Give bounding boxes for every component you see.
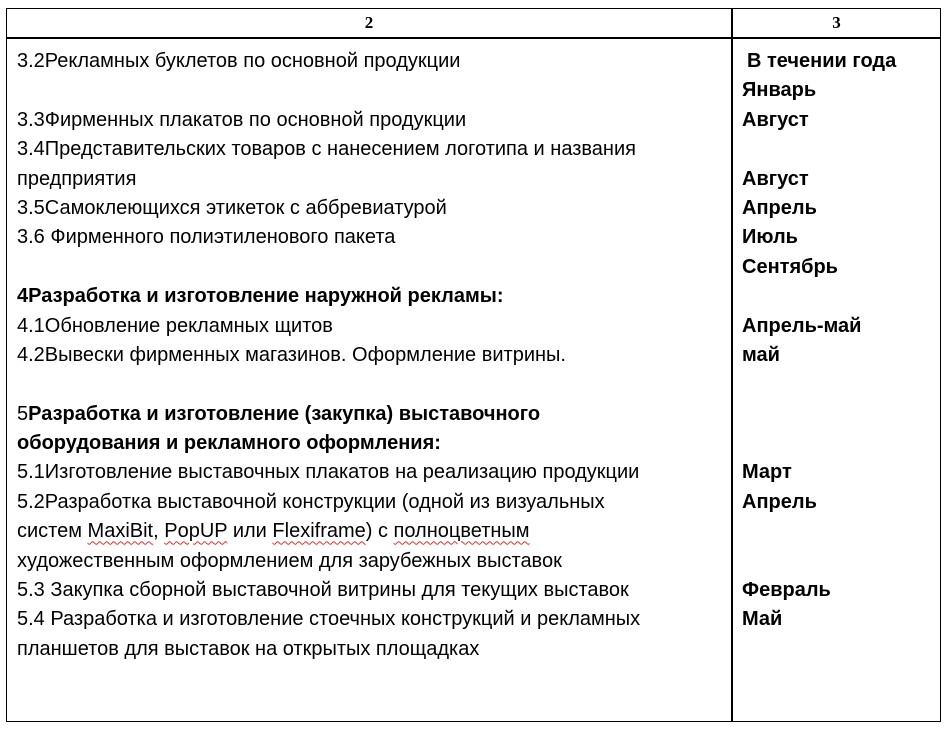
section-4-heading: 4Разработка и изготовление наружной рекламы: — [17, 285, 504, 308]
row-3-4: 3.4Представительских товаров с нанесением логотипа и названия — [17, 138, 636, 161]
misspelled-word: PopUP — [164, 520, 228, 543]
date-5-3: Февраль — [742, 579, 831, 602]
row-3-6: 3.6 Фирменного полиэтиленового пакета — [17, 226, 396, 249]
row-3-4-cont: предприятия — [17, 167, 137, 190]
blank-line — [742, 547, 896, 576]
column-divider — [731, 9, 733, 721]
row-5-4-cont: планшетов для выставок на открытых площадках — [17, 637, 480, 660]
blank-line — [742, 135, 896, 164]
date-3-4: Август — [742, 167, 809, 190]
row-5-2: 5.2Разработка выставочной конструкции (одной из визуальных — [17, 490, 605, 513]
blank-line — [17, 370, 640, 399]
row-5-1: 5.1Изготовление выставочных плакатов на реализацию продукции — [17, 461, 640, 484]
row-5-2-cont2: художественным оформлением для зарубежных выставок — [17, 549, 562, 572]
date-5-1: Март — [742, 461, 792, 484]
header-divider — [7, 37, 940, 39]
blank-line — [742, 400, 896, 429]
date-4-1: Апрель-май — [742, 314, 862, 337]
misspelled-word: Flexiframe — [272, 520, 366, 543]
row-3-2: 3.2Рекламных буклетов по основной продукции — [17, 50, 461, 72]
header-col-2: 2 — [364, 13, 374, 32]
date-3-5: Апрель — [742, 196, 817, 219]
schedule-table — [6, 8, 941, 722]
text-fragment: , — [153, 520, 165, 543]
date-4-2: май — [742, 343, 780, 366]
date-5-2: Апрель — [742, 490, 817, 513]
blank-line — [742, 370, 896, 399]
misspelled-word: MaxiBit — [87, 520, 154, 543]
row-5-2-cont — [17, 517, 640, 546]
row-4-2: 4.2Вывески фирменных магазинов. Оформление витрины. — [17, 343, 566, 366]
row-5-4: 5.4 Разработка и изготовление стоечных конструкций и рекламных — [17, 608, 641, 631]
blank-line — [742, 517, 896, 546]
date-3-2b: Январь — [742, 79, 817, 102]
section-5-heading — [17, 400, 640, 429]
text-fragment: или — [227, 520, 273, 543]
row-3-5: 3.5Самоклеющихся этикеток с аббревиатурой — [17, 196, 447, 219]
header-col-3: 3 — [832, 13, 841, 32]
blank-line — [17, 76, 640, 105]
blank-line — [742, 282, 896, 311]
blank-line — [17, 253, 640, 282]
section-5-title: Разработка и изготовление (закупка) выставочного — [28, 402, 541, 425]
date-3-3: Август — [742, 108, 809, 131]
date-3-6b: Сентябрь — [742, 255, 838, 278]
row-5-3: 5.3 Закупка сборной выставочной витрины для текущих выставок — [17, 579, 629, 602]
date-5-4: Май — [742, 608, 783, 631]
dates-column — [742, 47, 896, 635]
section-5-heading-cont: оборудования и рекламного оформления: — [17, 432, 441, 455]
row-3-3: 3.3Фирменных плакатов по основной продукции — [17, 108, 467, 131]
row-4-1: 4.1Обновление рекламных щитов — [17, 314, 333, 337]
blank-line — [742, 429, 896, 458]
section-5-number: 5 — [17, 402, 29, 425]
date-3-6: Июль — [742, 226, 798, 249]
date-3-2: В течении года — [747, 50, 897, 72]
misspelled-word: полноцветным — [393, 520, 530, 543]
text-fragment: систем — [17, 520, 88, 543]
text-fragment: ) с — [365, 520, 394, 543]
activities-column — [17, 47, 640, 664]
